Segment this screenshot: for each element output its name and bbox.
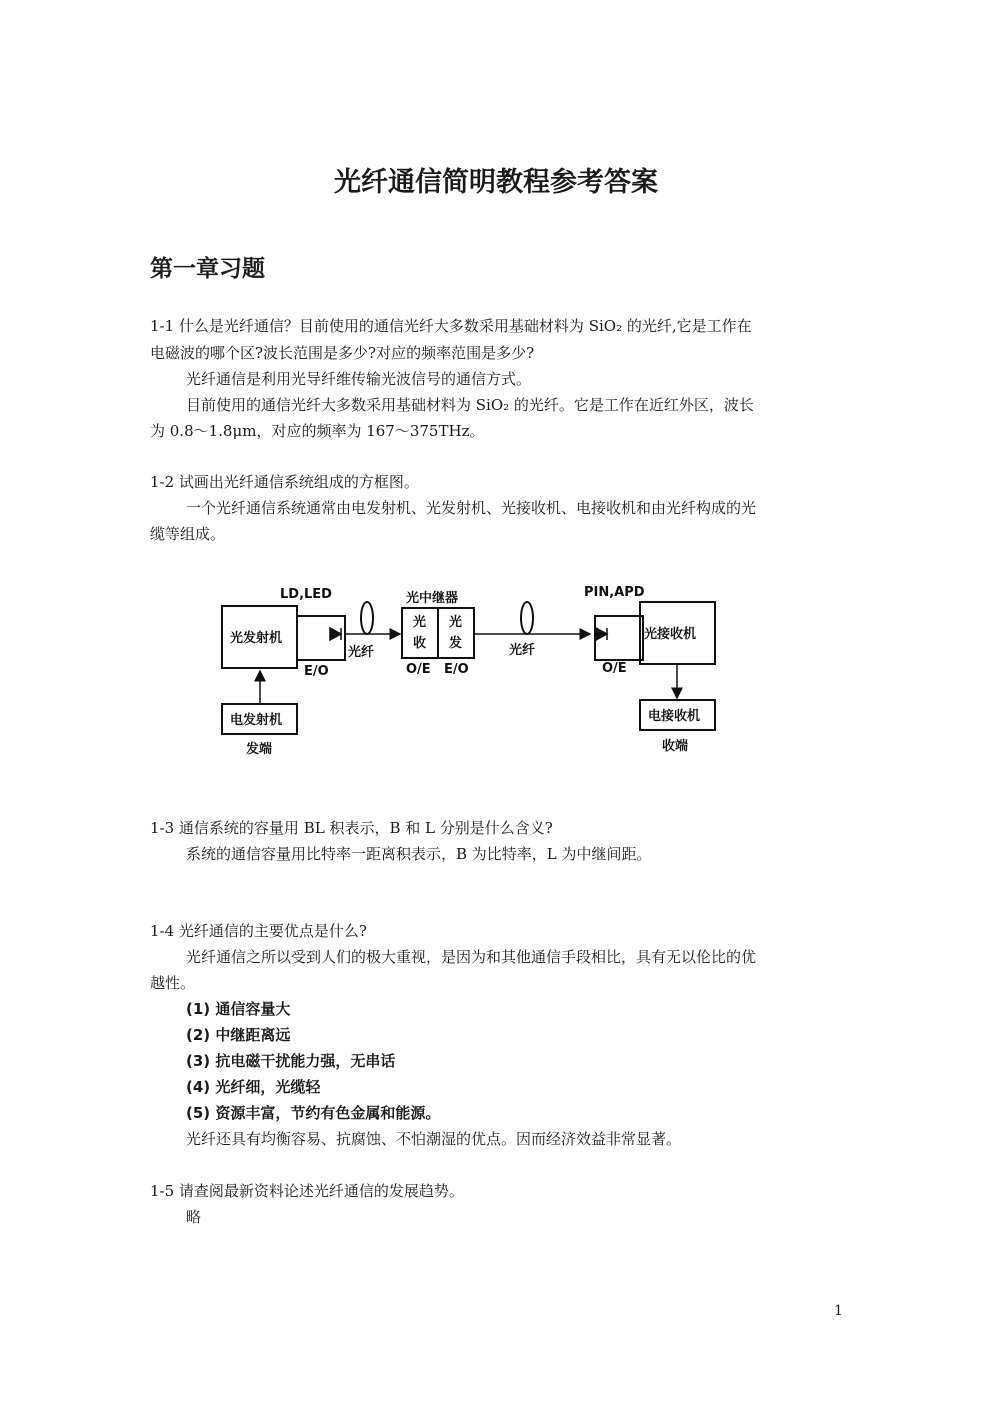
label-send-end: 发端	[246, 742, 273, 757]
question-1-4: 1-4 光纤通信的主要优点是什么?	[150, 922, 367, 940]
advantage-item: (1) 通信容量大	[186, 1000, 291, 1018]
advantage-item: (5) 资源丰富，节约有色金属和能源。	[186, 1104, 441, 1122]
advantage-item: (3) 抗电磁干扰能力强，无串话	[186, 1052, 396, 1070]
answer-1-2-p1-cont: 缆等组成。	[150, 525, 226, 543]
system-block-diagram	[210, 578, 750, 763]
source-device-box	[297, 616, 345, 660]
question-1-5: 1-5 请查阅最新资料论述光纤通信的发展趋势。	[150, 1182, 464, 1200]
page-number: 1	[834, 1303, 843, 1319]
label-eo-1: E/O	[304, 664, 329, 679]
answer-1-4-p1: 光纤通信之所以受到人们的极大重视，是因为和其他通信手段相比，具有无以伦比的优	[186, 948, 757, 966]
label-fiber-1: 光纤	[348, 645, 375, 660]
question-1-1-cont: 电磁波的哪个区?波长范围是多少?对应的频率范围是多少?	[150, 344, 535, 362]
label-pin-apd: PIN,APD	[584, 585, 645, 600]
answer-1-2-p1: 一个光纤通信系统通常由电发射机、光发射机、光接收机、电接收机和由光纤构成的光	[186, 499, 757, 517]
advantage-item: (2) 中继距离远	[186, 1026, 291, 1044]
label-electrical-tx: 电发射机	[230, 713, 283, 728]
label-rep-eo: E/O	[444, 662, 469, 677]
fiber-coil-2	[521, 602, 533, 634]
label-rep-oe: O/E	[406, 662, 431, 677]
label-fiber-2: 光纤	[509, 643, 536, 658]
label-rep-tx-1: 光	[449, 615, 463, 630]
answer-1-5: 略	[186, 1208, 202, 1226]
question-1-3: 1-3 通信系统的容量用 BL 积表示，B 和 L 分别是什么含义?	[150, 819, 553, 837]
label-rep-rx-1: 光	[413, 615, 427, 630]
label-optical-tx: 光发射机	[230, 631, 283, 646]
answer-1-1-p2-cont: 为 0.8～1.8μm，对应的频率为 167～375THz。	[150, 422, 485, 440]
answer-1-4-p2: 光纤还具有均衡容易、抗腐蚀、不怕潮湿的优点。因而经济效益非常显著。	[186, 1130, 682, 1148]
answer-1-4-p1-cont: 越性。	[150, 974, 196, 992]
advantage-item: (4) 光纤细，光缆轻	[186, 1078, 321, 1096]
label-rep-tx-2: 发	[449, 636, 463, 651]
question-1-2: 1-2 试画出光纤通信系统组成的方框图。	[150, 473, 419, 491]
answer-1-1-p2: 目前使用的通信光纤大多数采用基础材料为 SiO₂ 的光纤。它是工作在近红外区，波长	[186, 396, 754, 414]
question-1-1: 1-1 什么是光纤通信？目前使用的通信光纤大多数采用基础材料为 SiO₂ 的光纤,它是工作在	[150, 317, 752, 335]
answer-1-3: 系统的通信容量用比特率一距离积表示，B 为比特率，L 为中继间距。	[186, 845, 652, 863]
label-electrical-rx: 电接收机	[648, 709, 701, 724]
document-title: 光纤通信简明教程参考答案	[334, 167, 658, 198]
label-oe-1: O/E	[602, 661, 627, 676]
label-optical-rx: 光接收机	[644, 627, 697, 642]
source-diode-icon	[330, 628, 341, 640]
label-repeater: 光中继器	[406, 591, 459, 606]
label-ld-led: LD,LED	[280, 587, 332, 602]
detector-diode-icon	[596, 628, 607, 640]
fiber-coil-1	[361, 602, 373, 634]
detector-device-box	[595, 616, 643, 660]
label-receive-end: 收端	[662, 739, 689, 754]
chapter-heading: 第一章习题	[150, 256, 265, 282]
answer-1-1-p1: 光纤通信是利用光导纤维传输光波信号的通信方式。	[186, 370, 532, 388]
label-rep-rx-2: 收	[413, 636, 427, 651]
